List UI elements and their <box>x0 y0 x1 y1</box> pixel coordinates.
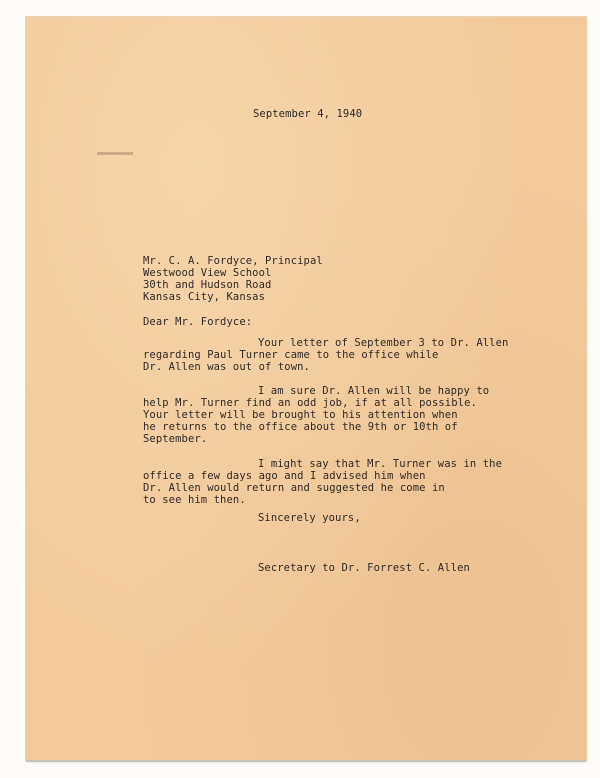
body-line: Your letter of September 3 to Dr. Allen <box>258 337 509 349</box>
signature-line: Secretary to Dr. Forrest C. Allen <box>258 562 470 574</box>
body-line: I might say that Mr. Turner was in the <box>258 458 503 470</box>
file-mark <box>97 152 133 155</box>
body-line: Dr. Allen would return and suggested he come in <box>143 482 445 494</box>
body-line: to see him then. <box>143 494 246 506</box>
body-line: I am sure Dr. Allen will be happy to <box>258 385 490 397</box>
body-line: regarding Paul Turner came to the office while <box>143 349 439 361</box>
body-line: Your letter will be brought to his attention when <box>143 409 458 421</box>
recipient-school-line: Westwood View School <box>143 267 272 279</box>
page-edge-divider <box>26 760 586 762</box>
letter-date: September 4, 1940 <box>253 108 363 120</box>
recipient-street-line: 30th and Hudson Road <box>143 279 272 291</box>
recipient-city-line: Kansas City, Kansas <box>143 291 266 303</box>
body-line: September. <box>143 433 208 445</box>
body-line: help Mr. Turner find an odd job, if at all possible. <box>143 397 477 409</box>
salutation: Dear Mr. Fordyce: <box>143 316 253 328</box>
recipient-name-line: Mr. C. A. Fordyce, Principal <box>143 255 323 267</box>
body-line: he returns to the office about the 9th or 10th of <box>143 421 458 433</box>
body-line: Dr. Allen was out of town. <box>143 361 310 373</box>
body-line: office a few days ago and I advised him when <box>143 470 426 482</box>
complimentary-close: Sincerely yours, <box>258 512 361 524</box>
